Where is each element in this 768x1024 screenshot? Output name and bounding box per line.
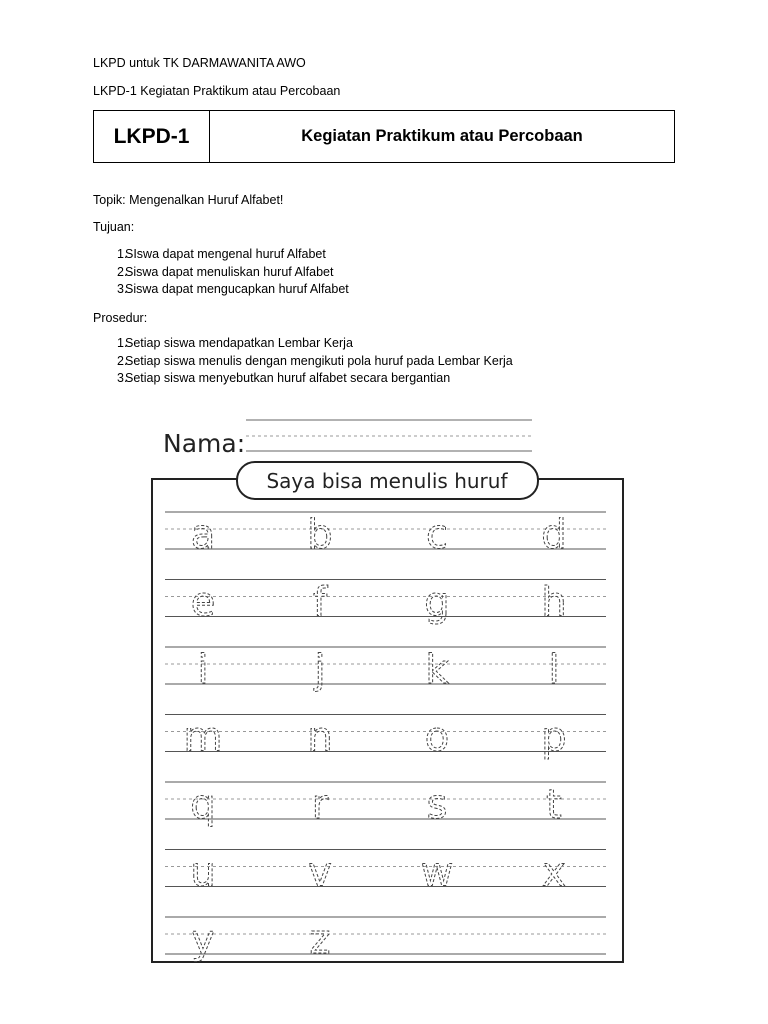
tracing-letter: v xyxy=(308,849,332,896)
lkpd-title: Kegiatan Praktikum atau Percobaan xyxy=(301,127,583,145)
name-label: Nama: xyxy=(163,429,246,458)
tracing-letter: o xyxy=(424,714,450,761)
list-text: Setiap siswa menulis dengan mengikuti pola huruf pada Lembar Kerja xyxy=(125,353,513,368)
tracing-letter: e xyxy=(190,579,216,626)
school-line: LKPD untuk TK DARMAWANITA AWO xyxy=(93,56,306,70)
list-number: 2. xyxy=(117,353,128,368)
tracing-letter: b xyxy=(307,512,333,558)
topic-line: Topik: Mengenalkan Huruf Alfabet! xyxy=(93,193,284,207)
tracing-letter: k xyxy=(425,647,449,693)
tracing-letter: t xyxy=(546,782,562,828)
prosedur-label: Prosedur: xyxy=(93,311,148,325)
tracing-letter: i xyxy=(197,647,209,693)
list-text: Siswa dapat mengucapkan huruf Alfabet xyxy=(125,282,349,296)
tracing-letter: n xyxy=(307,714,333,761)
tracing-letter: p xyxy=(541,714,567,761)
list-number: 3. xyxy=(117,371,128,385)
tracing-letter: d xyxy=(541,512,567,558)
tracing-letter: r xyxy=(311,782,329,828)
tracing-letter: z xyxy=(309,917,331,963)
list-number: 3. xyxy=(117,282,128,296)
tracing-letter: j xyxy=(314,647,326,693)
list-text: Setiap siswa mendapatkan Lembar Kerja xyxy=(125,336,353,350)
tracing-letter: f xyxy=(312,579,328,626)
tracing-letter: w xyxy=(420,849,454,896)
tujuan-label: Tujuan: xyxy=(93,220,135,234)
tracing-letter: a xyxy=(190,512,216,558)
list-number: 1. xyxy=(117,336,128,350)
tracing-letter: h xyxy=(541,579,567,626)
tracing-letter: q xyxy=(190,782,216,828)
tracing-letter: g xyxy=(424,579,450,626)
lkpd-code: LKPD-1 xyxy=(94,111,210,162)
list-number: 1. xyxy=(117,247,128,261)
activity-line: LKPD-1 Kegiatan Praktikum atau Percobaan xyxy=(93,84,341,98)
writing-rows xyxy=(165,512,606,963)
list-text: Siswa dapat menuliskan huruf Alfabet xyxy=(125,264,334,279)
tracing-letter: u xyxy=(190,849,216,896)
tracing-letter: x xyxy=(542,849,566,896)
tracing-letter: l xyxy=(548,647,560,693)
tracing-letter: m xyxy=(183,714,223,761)
tracing-letter: c xyxy=(426,512,448,558)
tracing-letter: s xyxy=(426,782,448,828)
tracing-letter: y xyxy=(191,917,215,963)
list-number: 2. xyxy=(117,264,128,279)
list-text: SIswa dapat mengenal huruf Alfabet xyxy=(125,247,326,261)
list-text: Setiap siswa menyebutkan huruf alfabet secara bergantian xyxy=(125,371,451,385)
banner-text: Saya bisa menulis huruf xyxy=(266,469,508,493)
